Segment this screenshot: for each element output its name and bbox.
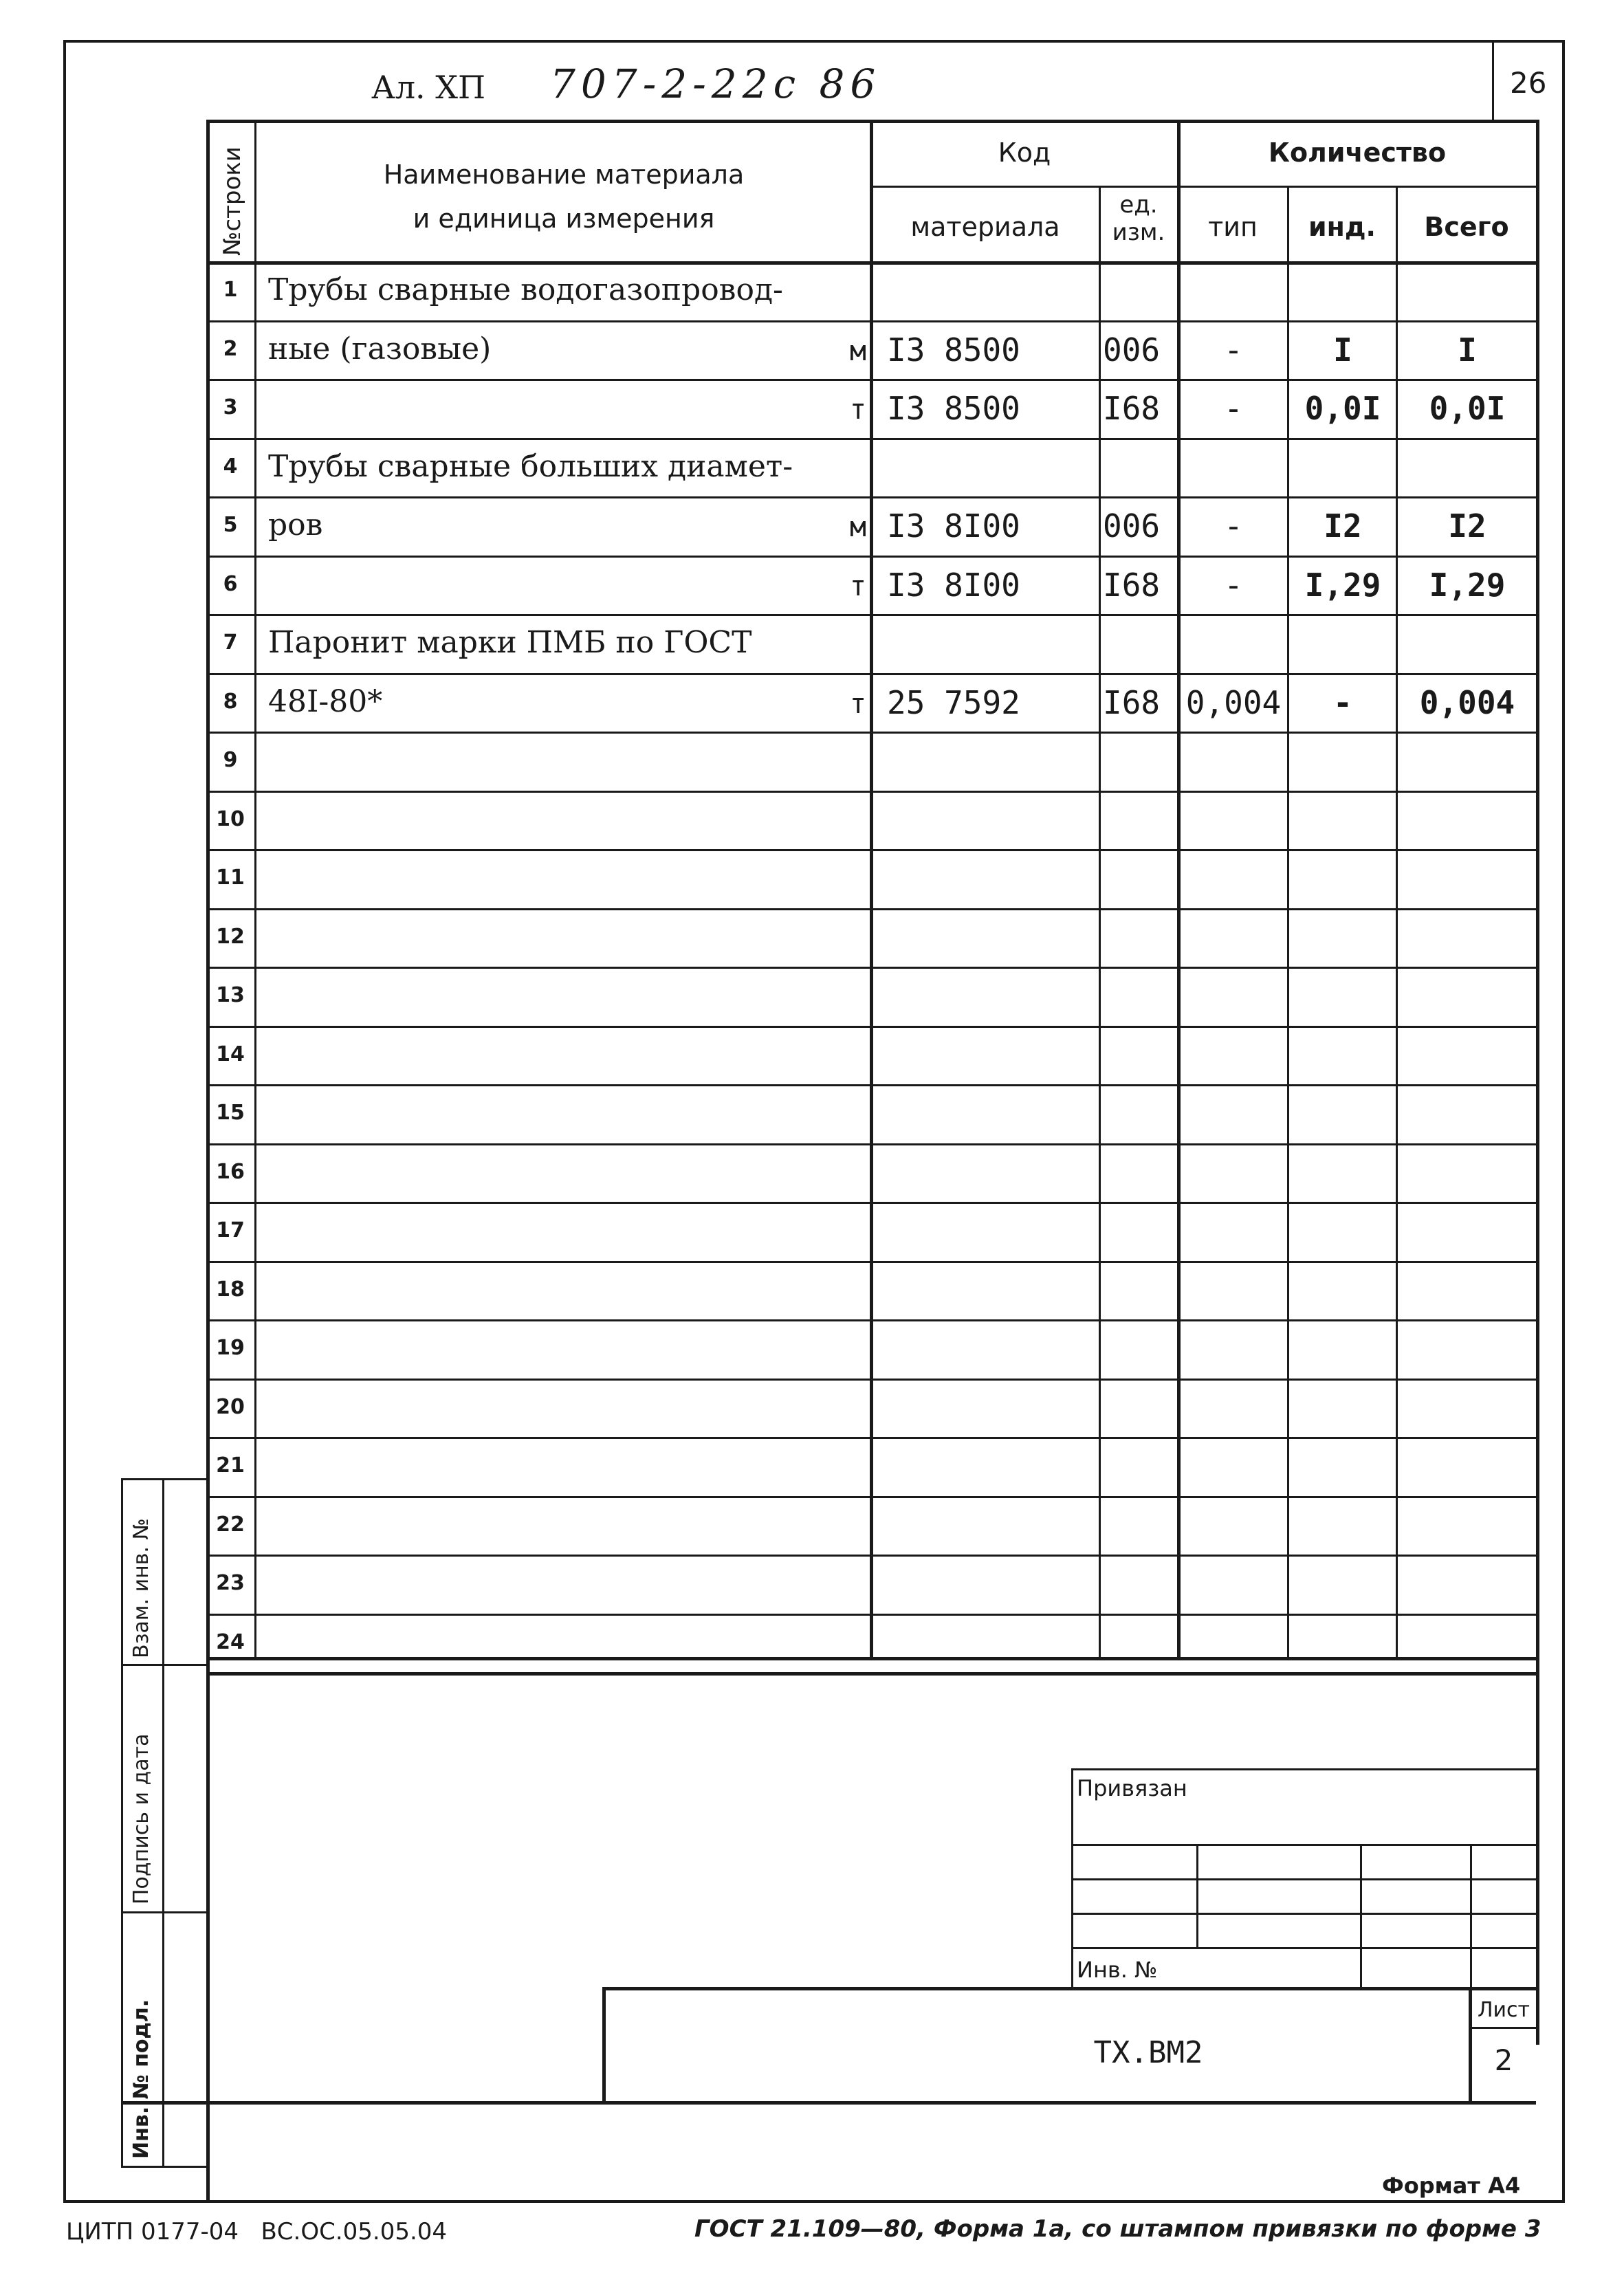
material-name: Трубы сварные больших диамет- [268,448,793,484]
row-separator [206,1084,1536,1086]
project-code: 707-2-22с 86 [550,61,881,107]
header-row-number: №строки [219,146,246,256]
designation-top [602,1987,1536,1990]
qty-total: 0,004 [1419,683,1515,721]
material-name: 48I-80* [268,683,383,719]
row-number: 19 [216,1336,245,1360]
unit-of-measure: м [849,335,866,367]
qty-ind: I2 [1324,507,1362,545]
header-material-name: Наименование материала и единица измерения [383,160,745,234]
row-separator [206,1261,1536,1263]
designation-left [602,1987,606,2104]
title-grid-v2 [1360,1844,1362,1988]
page-bottom-line [121,2101,1536,2105]
qty-total: 0,0I [1429,390,1506,427]
side-stamp-left [121,1478,123,2166]
row-number: 3 [223,395,238,419]
format-label: Формат А4 [1382,2173,1521,2199]
qty-type: 0,004 [1185,683,1282,721]
inv-label: Инв. № [1077,1957,1158,1983]
row-number: 13 [216,983,245,1007]
row-separator [206,1143,1536,1145]
row-separator [206,967,1536,969]
qty-total: I [1458,331,1477,369]
sheet-label-line [1469,2027,1536,2029]
header-sub-divider [870,186,1536,188]
header-qty-ind: инд. [1308,212,1376,242]
table-right-border [1536,120,1539,2045]
row-separator [206,791,1536,793]
row-number: 24 [216,1629,245,1654]
row-separator [206,438,1536,440]
header-code-unit: ед. изм. [1112,191,1165,246]
material-code: I3 8I00 [887,566,1020,604]
title-block-top [1071,1768,1536,1770]
col-divider-num [254,120,256,1658]
row-number: 11 [216,866,245,890]
page-number: 26 [1510,66,1547,100]
unit-of-measure: т [849,394,866,426]
row-separator [206,320,1536,322]
album-label: Ал. ХП [371,69,486,106]
header-code: Код [998,138,1051,168]
material-code: 25 7592 [887,683,1020,721]
header-qty-total: Всего [1424,212,1509,242]
unit-of-measure: т [849,688,866,720]
side-inv-original: Инв. № подл. [129,1999,153,2159]
row-separator [206,1672,1536,1676]
row-number: 16 [216,1159,245,1184]
qty-type: - [1224,331,1243,369]
row-number: 12 [216,924,245,949]
footer-left-code: ЦИТП 0177-04 ВС.ОС.05.05.04 [66,2218,448,2245]
row-number: 21 [216,1453,245,1478]
row-separator [206,556,1536,558]
row-separator [206,673,1536,675]
row-number: 5 [223,513,238,537]
material-name: Трубы сварные водогазопровод- [268,272,783,307]
qty-ind: I [1333,331,1352,369]
material-code: I3 8I00 [887,507,1020,545]
designation: ТХ.ВМ2 [1093,2035,1203,2070]
row-separator [206,849,1536,851]
side-signature-date: Подпись и дата [129,1733,153,1904]
row-number: 22 [216,1512,245,1537]
row-separator [206,1202,1536,1204]
row-number: 14 [216,1042,245,1066]
row-number: 4 [223,454,238,479]
unit-code: 006 [1103,507,1161,545]
unit-code: I68 [1103,566,1161,604]
row-number: 17 [216,1218,245,1242]
row-number: 1 [223,278,238,302]
row-separator [206,1437,1536,1439]
row-number: 7 [223,630,238,655]
material-name: Паронит марки ПМБ по ГОСТ [268,625,752,660]
row-separator [206,1026,1536,1028]
material-code: I3 8500 [887,331,1020,369]
title-grid-line-1 [1071,1844,1536,1846]
qty-ind: 0,0I [1304,390,1381,427]
material-code: I3 8500 [887,390,1020,427]
side-stamp-mid [162,1478,164,2166]
side-replaces-inv: Взам. инв. № [129,1518,153,1658]
title-grid-line-2 [1071,1878,1536,1880]
unit-of-measure: т [849,570,866,602]
title-grid-line-3 [1071,1913,1536,1915]
row-separator [206,908,1536,910]
row-separator [206,614,1536,616]
row-separator [206,1555,1536,1557]
unit-code: 006 [1103,331,1161,369]
row-number: 15 [216,1101,245,1125]
row-number: 8 [223,689,238,714]
qty-type: - [1224,507,1243,545]
sheet-number: 2 [1494,2043,1513,2077]
row-separator [206,1496,1536,1498]
qty-type: - [1224,566,1243,604]
material-name: ные (газовые) [268,331,492,366]
row-separator [206,732,1536,734]
sheet-label: Лист [1477,1998,1530,2022]
qty-total: I,29 [1429,566,1506,604]
bound-label: Привязан [1077,1775,1187,1801]
row-separator [206,1319,1536,1321]
row-number: 9 [223,748,238,772]
row-separator [206,379,1536,381]
row-number: 10 [216,806,245,831]
row-number: 18 [216,1277,245,1302]
title-grid-v1 [1196,1844,1198,1947]
row-separator [206,496,1536,498]
qty-type: - [1224,390,1243,427]
col-divider-name [870,120,873,1658]
row-number: 6 [223,571,238,596]
page-number-divider [1492,43,1494,120]
header-code-material: материала [910,212,1060,242]
unit-of-measure: м [849,512,866,543]
row-number: 23 [216,1571,245,1595]
footer-standard: ГОСТ 21.109—80, Форма 1а, со штампом привязки по форме 3 [694,2215,1541,2243]
material-name: ров [268,507,323,542]
qty-total: I2 [1448,507,1486,545]
title-grid-line-4 [1071,1947,1536,1949]
row-separator [206,1379,1536,1381]
qty-ind: I,29 [1304,566,1381,604]
row-number: 20 [216,1394,245,1419]
unit-code: I68 [1103,390,1161,427]
header-qty-type: тип [1208,212,1258,242]
qty-ind: - [1333,683,1352,721]
row-number: 2 [223,336,238,361]
row-separator [206,1614,1536,1616]
title-grid-v3 [1470,1844,1472,1988]
header-quantity: Количество [1268,138,1447,168]
unit-code: I68 [1103,683,1161,721]
side-stamp-line-1 [121,1478,206,1480]
